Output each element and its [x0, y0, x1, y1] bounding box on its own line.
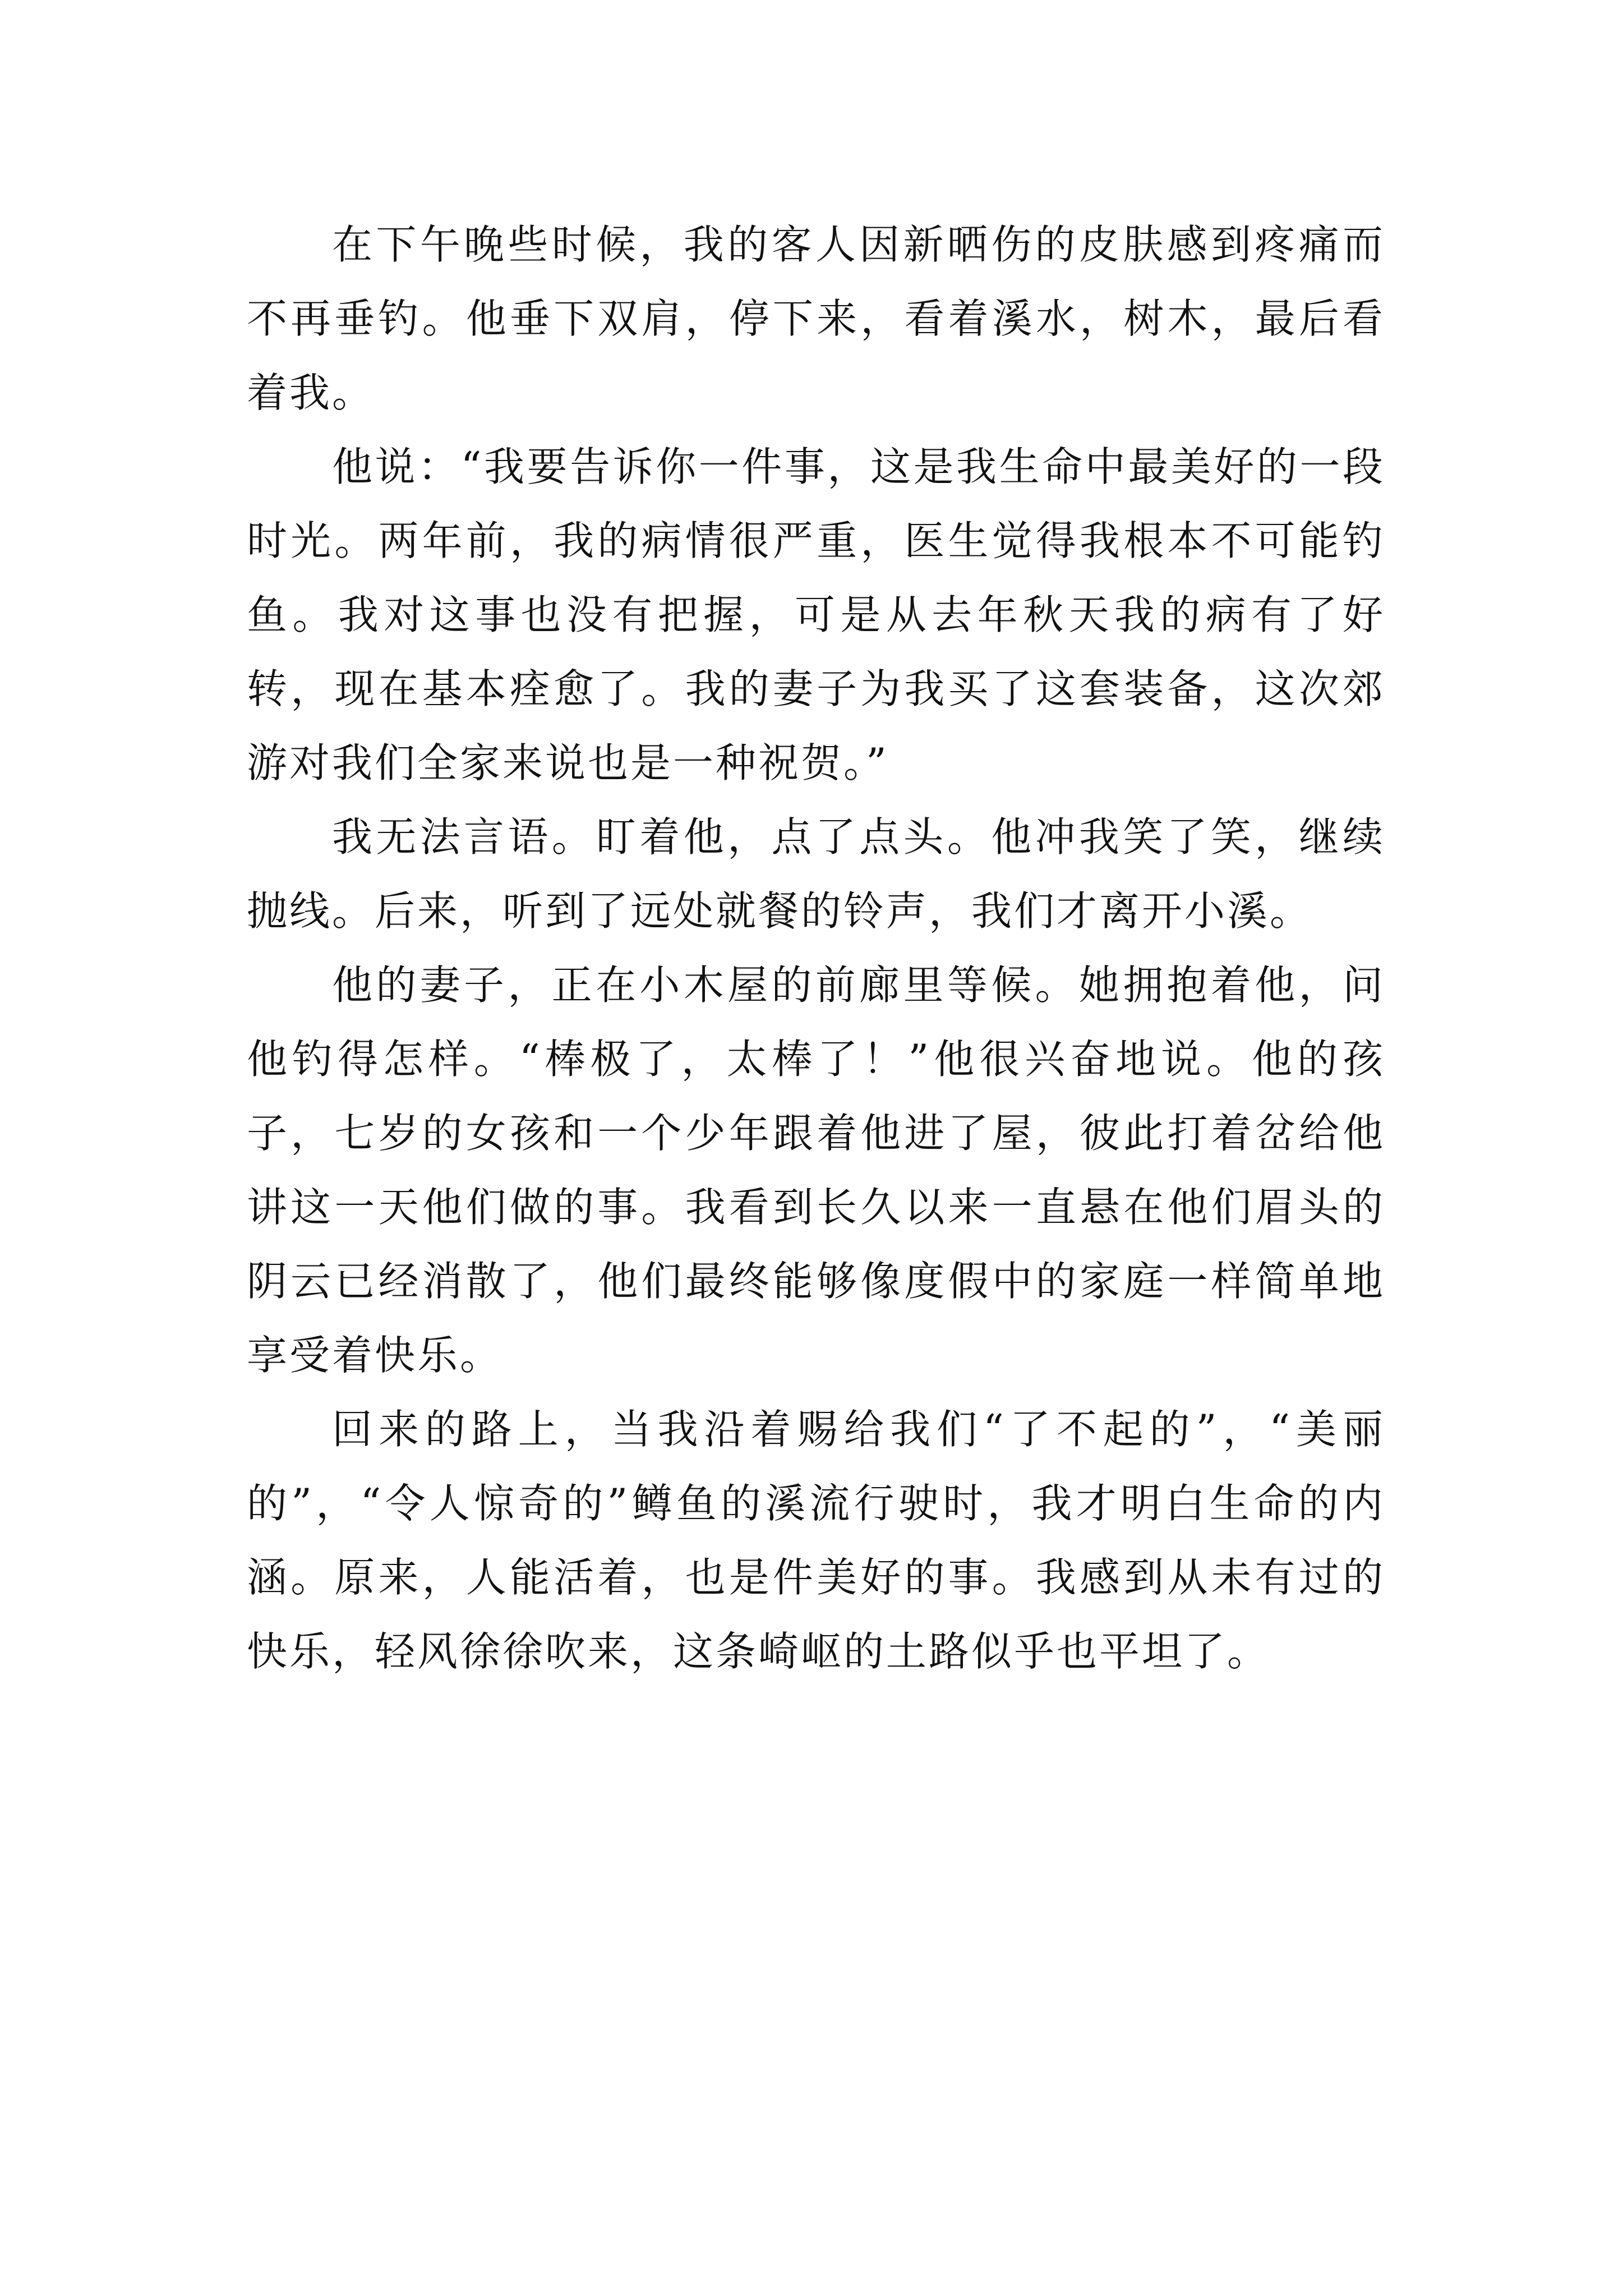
paragraph: 我无法言语。盯着他，点了点头。他冲我笑了笑，继续抛线。后来，听到了远处就餐的铃声，我们才离开小溪。	[247, 813, 1385, 935]
paragraph: 在下午晚些时候，我的客人因新晒伤的皮肤感到疼痛而不再垂钓。他垂下双肩，停下来，看着溪水，树木，最后看着我。	[247, 221, 1385, 416]
paragraph: 他的妻子，正在小木屋的前廊里等候。她拥抱着他，问他钓得怎样。“棒极了，太棒了！”他很兴奋地说。他的孩子，七岁的女孩和一个少年跟着他进了屋，彼此打着岔给他讲这一天他们做的事。我看到长久以来一直悬在他们眉头的阴云已经消散了，他们最终能够像度假中的家庭一样简单地享受着快乐。	[247, 961, 1385, 1379]
document-body	[247, 208, 1385, 1688]
paragraph: 他说：“我要告诉你一件事，这是我生命中最美好的一段时光。两年前，我的病情很严重，医生觉得我根本不可能钓鱼。我对这事也没有把握，可是从去年秋天我的病有了好转，现在基本痊愈了。我的妻子为我买了这套装备，这次郊游对我们全家来说也是一种祝贺。”	[247, 443, 1385, 786]
paragraph: 回来的路上，当我沿着赐给我们“了不起的”，“美丽的”，“令人惊奇的”鳟鱼的溪流行驶时，我才明白生命的内涵。原来，人能活着，也是件美好的事。我感到从未有过的快乐，轻风徐徐吹来，这条崎岖的土路似乎也平坦了。	[247, 1406, 1385, 1675]
